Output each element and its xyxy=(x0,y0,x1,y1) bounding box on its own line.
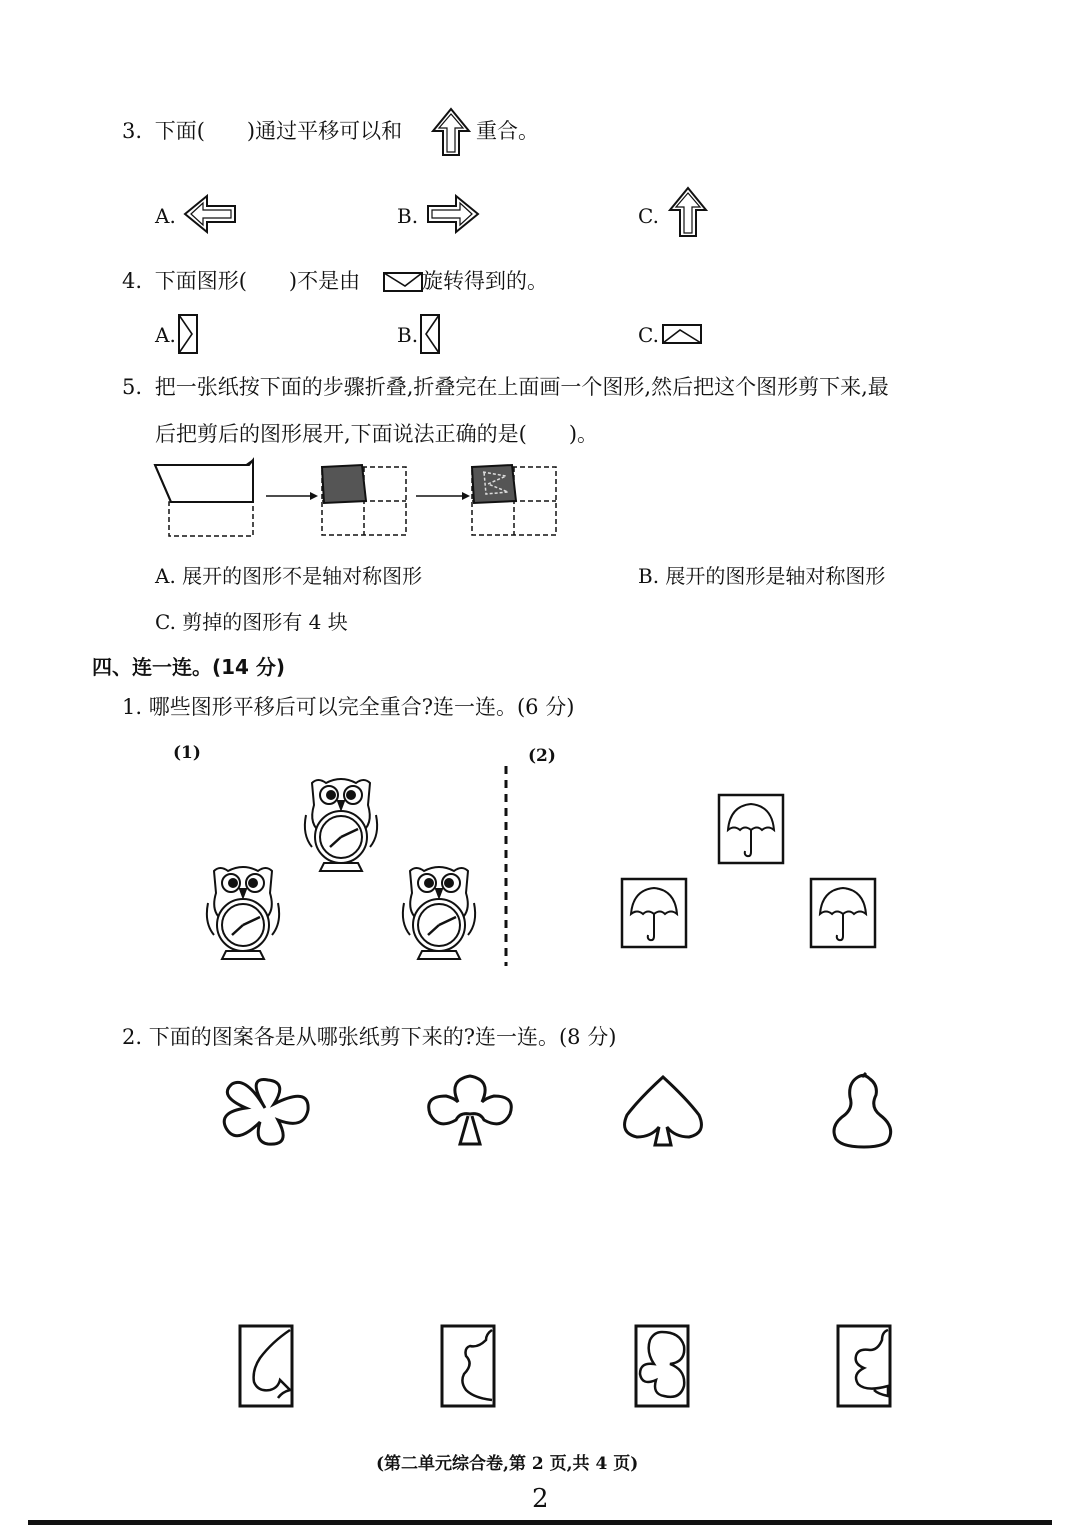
option-a xyxy=(155,204,176,228)
folded-paper-club-icon xyxy=(836,1324,892,1408)
part-2-label: (2) xyxy=(528,746,556,766)
owl-clock-icon xyxy=(202,863,284,963)
question-text-end: 旋转得到的。 xyxy=(422,269,548,293)
gourd-icon xyxy=(828,1073,898,1149)
folded-paper-flower-icon xyxy=(634,1324,690,1408)
owl-clock-icon xyxy=(398,863,480,963)
option-b: B. 展开的图形是轴对称图形 xyxy=(638,564,886,588)
question-text-line2: 后把剪后的图形展开,下面说法正确的是( )。 xyxy=(155,422,599,446)
arrow-left-outline-icon xyxy=(183,194,237,234)
question-number: 5. xyxy=(122,375,143,399)
flower-icon xyxy=(216,1076,314,1148)
folded-paper-gourd-icon xyxy=(440,1324,496,1408)
owl-clock-icon xyxy=(300,775,382,875)
folded-paper-spade-icon xyxy=(238,1324,294,1408)
question-text: 下面( )通过平移可以和 xyxy=(154,119,403,143)
fold-step-3 xyxy=(472,465,556,535)
question-text: 下面图形( )不是由 xyxy=(154,269,361,293)
dashed-divider xyxy=(503,766,509,966)
folding-steps-diagram xyxy=(150,460,570,540)
option-a: A. 展开的图形不是轴对称图形 xyxy=(155,564,423,588)
option-b xyxy=(397,323,418,347)
question-text-end: 重合。 xyxy=(476,119,539,143)
question-number: 3. xyxy=(122,119,143,143)
option-label: A. xyxy=(155,204,176,228)
club-icon xyxy=(424,1074,516,1148)
fold-step-2 xyxy=(322,465,406,535)
question-3 xyxy=(122,121,402,142)
arrow-up-outline-icon xyxy=(431,107,471,157)
page-number: 2 xyxy=(532,1484,549,1514)
part-1-label: (1) xyxy=(173,743,201,763)
envelope-vertical-icon xyxy=(420,314,440,354)
option-c xyxy=(638,204,659,228)
envelope-icon xyxy=(383,272,423,292)
footer-text: (第二单元综合卷,第 2 页,共 4 页) xyxy=(376,1454,639,1474)
option-a xyxy=(155,323,176,347)
question-1: 1. 哪些图形平移后可以完全重合?连一连。(6 分) xyxy=(122,695,575,719)
umbrella-icon xyxy=(810,878,876,948)
option-label: B. xyxy=(397,323,419,347)
question-5 xyxy=(122,377,889,398)
option-c: C. 剪掉的图形有 4 块 xyxy=(155,610,348,634)
option-label: C. xyxy=(638,204,659,228)
bottom-rule xyxy=(28,1520,1052,1525)
envelope-vertical-icon xyxy=(178,314,198,354)
option-label: B. xyxy=(397,204,419,228)
question-number: 4. xyxy=(122,269,143,293)
question-text: 把一张纸按下面的步骤折叠,折叠完在上面画一个图形,然后把这个图形剪下来,最 xyxy=(154,375,889,399)
umbrella-icon xyxy=(718,794,784,864)
spade-icon xyxy=(621,1075,705,1147)
question-4 xyxy=(122,271,360,292)
fold-step-1 xyxy=(155,460,253,536)
section-title: 四、连一连。(14 分) xyxy=(92,655,286,679)
option-label: A. xyxy=(155,323,176,347)
arrow-up-outline-icon xyxy=(668,186,708,238)
envelope-icon xyxy=(662,324,702,344)
arrow-right-outline-icon xyxy=(426,194,480,234)
umbrella-icon xyxy=(621,878,687,948)
option-b xyxy=(397,204,418,228)
option-label: C. xyxy=(638,323,659,347)
option-c xyxy=(638,323,659,347)
question-2: 2. 下面的图案各是从哪张纸剪下来的?连一连。(8 分) xyxy=(122,1025,617,1049)
